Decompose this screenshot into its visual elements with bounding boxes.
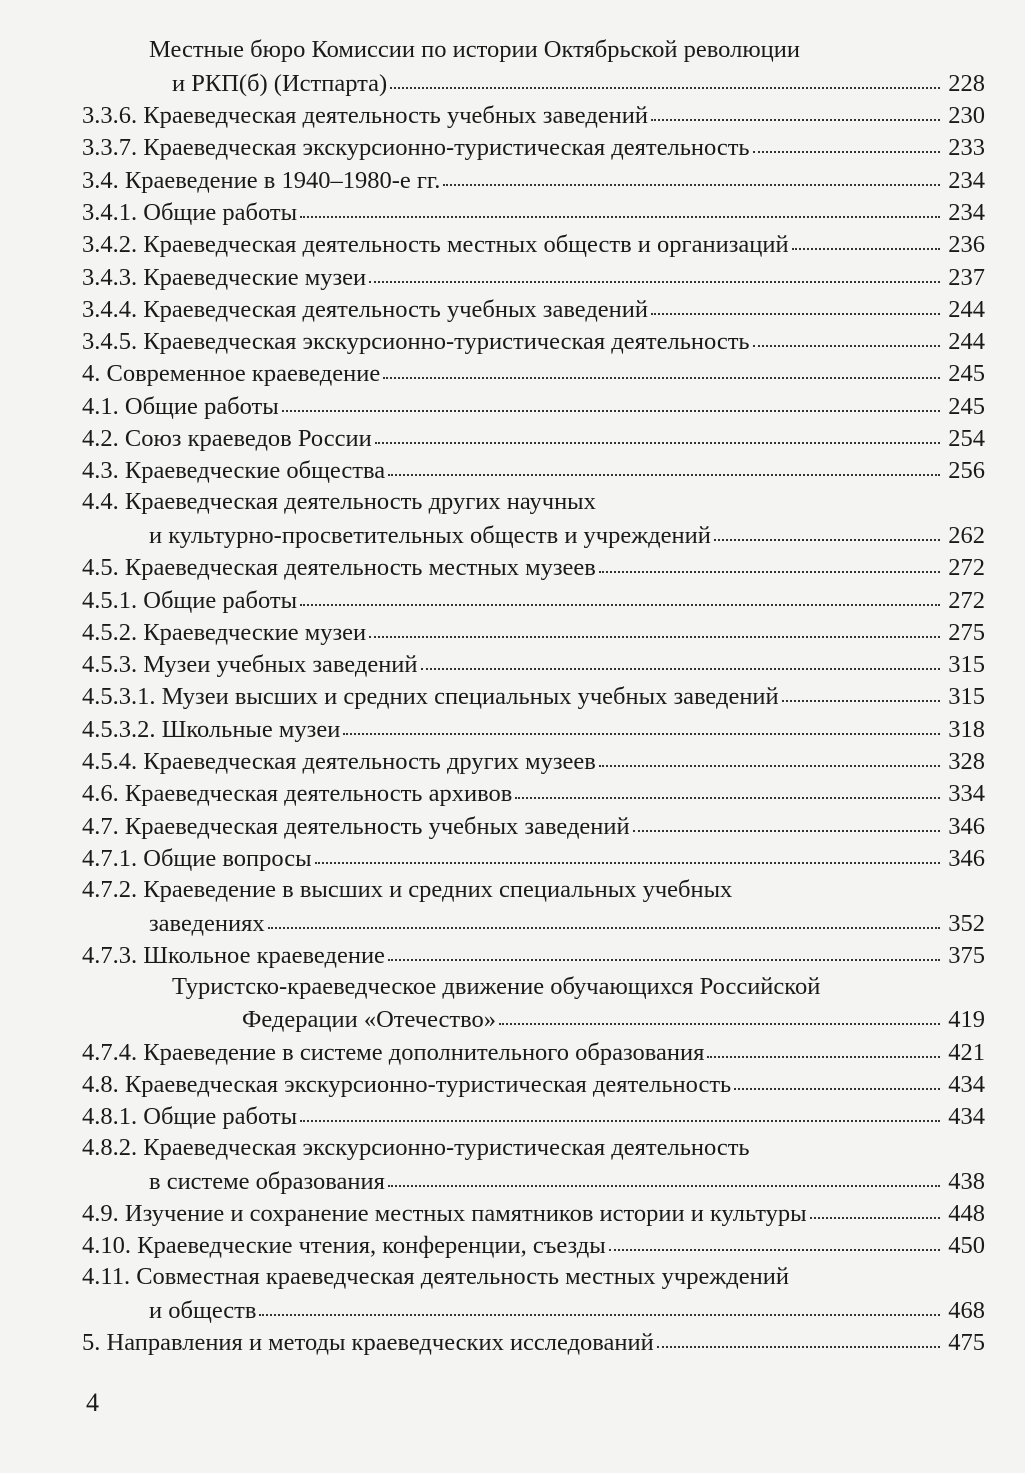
- toc-entry-title: 4.1. Общие работы: [82, 392, 279, 420]
- toc-entry-page: 236: [948, 231, 985, 259]
- toc-entry-page: 315: [948, 683, 985, 711]
- toc-entry: [82, 163, 985, 195]
- dot-leader: [499, 1003, 940, 1028]
- dot-leader: [421, 648, 940, 673]
- dot-leader: [515, 777, 940, 802]
- toc-entry: [82, 1197, 985, 1229]
- toc-entry-title: 4.5.3.2. Школьные музеи: [82, 715, 341, 743]
- dot-leader: [753, 131, 940, 156]
- dot-leader: [369, 260, 940, 285]
- toc-entry-title: 3.4.3. Краеведческие музеи: [82, 263, 367, 291]
- toc-entry-page: 434: [948, 1071, 985, 1098]
- toc-entry-title: 4. Современное краеведение: [82, 360, 381, 388]
- toc-entry-title: 4.5.3. Музеи учебных заведений: [82, 651, 418, 679]
- toc-entry-page: 450: [948, 1232, 985, 1260]
- toc-entry-title: Местные бюро Комиссии по истории Октябрьской революции: [149, 36, 800, 63]
- toc-entry: [82, 1326, 985, 1358]
- dot-leader: [300, 1100, 940, 1125]
- toc-entry: [82, 422, 985, 454]
- dot-leader: [714, 518, 940, 543]
- toc-entry: [82, 906, 985, 938]
- toc-entry-title: Федерации «Отечество»: [242, 1006, 497, 1034]
- toc-entry-title: 3.4.4. Краеведческая деятельность учебных заведений: [82, 295, 649, 323]
- toc-entry: [82, 648, 985, 680]
- toc-entry: [82, 583, 985, 615]
- dot-leader: [443, 163, 940, 188]
- dot-leader: [282, 389, 940, 414]
- toc-entry-title: 4.8.2. Краеведческая экскурсионно-туристическая деятельность: [82, 1134, 750, 1162]
- toc-entry-title: 4.5.3.1. Музеи высших и средних специальных учебных заведений: [82, 683, 779, 711]
- dot-leader: [259, 1294, 940, 1319]
- dot-leader: [315, 841, 940, 866]
- toc-entry-title: 4.5.2. Краеведческие музеи: [82, 618, 367, 646]
- toc-entry-page: 244: [948, 328, 985, 356]
- toc-entry-page: 244: [948, 295, 985, 323]
- toc-entry: [82, 1132, 985, 1164]
- toc-entry-title: 3.3.6. Краеведческая деятельность учебных заведений: [82, 102, 649, 130]
- toc-entry-page: 272: [948, 554, 985, 582]
- toc-entry: [82, 195, 985, 227]
- toc-entry-page: 272: [948, 586, 985, 614]
- toc-entry: [82, 1068, 985, 1100]
- toc-entry-title: 3.4.2. Краеведческая деятельность местных обществ и организаций: [82, 231, 789, 259]
- dot-leader: [753, 325, 940, 350]
- toc-entry: [82, 551, 985, 583]
- dot-leader: [383, 357, 940, 382]
- dot-leader: [734, 1068, 940, 1093]
- dot-leader: [651, 99, 940, 124]
- toc-entry-page: 256: [948, 457, 985, 485]
- toc-entry-title: и обществ: [149, 1297, 257, 1325]
- toc-entry-page: 468: [948, 1297, 985, 1325]
- page-number: 4: [86, 1388, 99, 1417]
- toc-entry: [82, 454, 985, 486]
- dot-leader: [300, 195, 940, 220]
- toc-entry: [82, 34, 985, 66]
- toc-entry: [82, 292, 985, 324]
- toc-entry-title: в системе образования: [149, 1167, 385, 1195]
- toc-entry-page: 346: [948, 844, 985, 872]
- toc-entry-title: заведениях: [149, 909, 265, 937]
- toc-entry-title: 4.4. Краеведческая деятельность других научных: [82, 488, 596, 516]
- dot-leader: [390, 66, 940, 91]
- toc-entry-title: 4.8.1. Общие работы: [82, 1103, 298, 1131]
- toc-entry-page: 334: [948, 780, 985, 808]
- table-of-contents: [82, 34, 985, 1358]
- dot-leader: [792, 228, 940, 253]
- toc-entry-title: 4.7.4. Краеведение в системе дополнительного образования: [82, 1038, 705, 1066]
- toc-entry: [82, 486, 985, 518]
- toc-entry-page: 475: [948, 1329, 985, 1357]
- toc-entry-title: 4.10. Краеведческие чтения, конференции, съезды: [82, 1232, 606, 1260]
- toc-entry: [82, 809, 985, 841]
- toc-entry-title: 4.5. Краеведческая деятельность местных музеев: [82, 554, 596, 582]
- toc-entry-page: 234: [948, 166, 985, 194]
- dot-leader: [651, 292, 940, 317]
- toc-entry-title: 4.11. Совместная краеведческая деятельность местных учреждений: [82, 1263, 789, 1291]
- dot-leader: [657, 1326, 940, 1351]
- toc-entry-title: 4.7. Краеведческая деятельность учебных заведений: [82, 812, 630, 840]
- dot-leader: [388, 454, 940, 479]
- dot-leader: [599, 551, 940, 576]
- toc-entry-page: 230: [948, 102, 985, 130]
- toc-entry: [82, 777, 985, 809]
- toc-entry-title: 3.3.7. Краеведческая экскурсионно-туристическая деятельность: [82, 134, 750, 162]
- toc-entry-title: 4.9. Изучение и сохранение местных памятников истории и культуры: [82, 1200, 807, 1228]
- toc-entry: [82, 357, 985, 389]
- toc-entry-page: 233: [948, 134, 985, 162]
- toc-entry-page: 434: [948, 1103, 985, 1131]
- toc-entry: [82, 745, 985, 777]
- dot-leader: [369, 615, 940, 640]
- dot-leader: [707, 1035, 940, 1060]
- toc-entry: [82, 841, 985, 873]
- dot-leader: [388, 1164, 940, 1189]
- toc-entry-title: 4.7.3. Школьное краеведение: [82, 941, 385, 969]
- toc-entry: [82, 1294, 985, 1326]
- toc-entry-title: Туристско-краеведческое движение обучающихся Российской: [172, 972, 821, 1000]
- dot-leader: [343, 712, 940, 737]
- toc-entry-page: 254: [948, 425, 985, 453]
- toc-entry: [82, 615, 985, 647]
- dot-leader: [599, 745, 940, 770]
- toc-entry: [82, 680, 985, 712]
- toc-entry: [82, 1261, 985, 1293]
- toc-entry-page: 375: [948, 941, 985, 969]
- dot-leader: [300, 583, 940, 608]
- toc-entry: [82, 389, 985, 421]
- toc-entry-title: 4.7.1. Общие вопросы: [82, 844, 312, 872]
- toc-entry-title: 5. Направления и методы краеведческих исследований: [82, 1329, 654, 1357]
- toc-entry: [82, 1164, 985, 1196]
- toc-entry-title: 4.5.1. Общие работы: [82, 586, 298, 614]
- toc-entry-page: 262: [948, 521, 985, 549]
- toc-entry-page: 352: [948, 909, 985, 937]
- toc-entry: [82, 712, 985, 744]
- toc-entry: [82, 228, 985, 260]
- toc-entry-title: 3.4. Краеведение в 1940–1980-е гг.: [82, 166, 441, 194]
- dot-leader: [782, 680, 940, 705]
- dot-leader: [633, 809, 940, 834]
- toc-entry-page: 228: [948, 69, 985, 97]
- toc-entry-title: 4.8. Краеведческая экскурсионно-туристическая деятельность: [82, 1071, 732, 1098]
- toc-entry-page: 315: [948, 651, 985, 679]
- toc-entry: [82, 131, 985, 163]
- toc-entry: [82, 938, 985, 970]
- toc-entry-page: 245: [948, 392, 985, 420]
- toc-entry: [82, 518, 985, 550]
- toc-entry-page: 318: [948, 715, 985, 743]
- toc-entry: [82, 1003, 985, 1035]
- toc-entry: [82, 1100, 985, 1132]
- toc-entry: [82, 260, 985, 292]
- toc-entry-page: 328: [948, 748, 985, 776]
- dot-leader: [268, 906, 940, 931]
- toc-entry-page: 421: [948, 1038, 985, 1066]
- toc-entry: [82, 1229, 985, 1261]
- toc-entry-title: 4.2. Союз краеведов России: [82, 425, 372, 453]
- dot-leader: [388, 938, 940, 963]
- toc-entry-title: 3.4.5. Краеведческая экскурсионно-туристическая деятельность: [82, 328, 750, 356]
- toc-entry-title: 4.5.4. Краеведческая деятельность других музеев: [82, 748, 596, 776]
- toc-entry-title: и РКП(б) (Истпарта): [172, 69, 388, 97]
- toc-entry-title: и культурно-просветительных обществ и учреждений: [149, 521, 711, 549]
- toc-entry-page: 275: [948, 618, 985, 646]
- toc-entry-title: 4.3. Краеведческие общества: [82, 457, 386, 485]
- toc-entry-title: 4.7.2. Краеведение в высших и средних специальных учебных: [82, 875, 733, 903]
- dot-leader: [810, 1197, 940, 1222]
- toc-entry-page: 346: [948, 812, 985, 840]
- toc-entry: [82, 874, 985, 906]
- dot-leader: [375, 422, 940, 447]
- toc-entry-page: 234: [948, 198, 985, 226]
- toc-entry-title: 3.4.1. Общие работы: [82, 198, 298, 226]
- toc-entry: [82, 99, 985, 131]
- toc-entry-page: 237: [948, 263, 985, 291]
- toc-entry: [82, 971, 985, 1003]
- dot-leader: [609, 1229, 940, 1254]
- toc-entry-page: 438: [948, 1167, 985, 1195]
- toc-entry: [82, 325, 985, 357]
- toc-entry-page: 448: [948, 1200, 985, 1228]
- toc-entry-page: 419: [948, 1006, 985, 1034]
- toc-entry-page: 245: [948, 360, 985, 388]
- toc-entry-title: 4.6. Краеведческая деятельность архивов: [82, 780, 513, 808]
- toc-entry: [82, 1035, 985, 1067]
- toc-entry: [82, 66, 985, 98]
